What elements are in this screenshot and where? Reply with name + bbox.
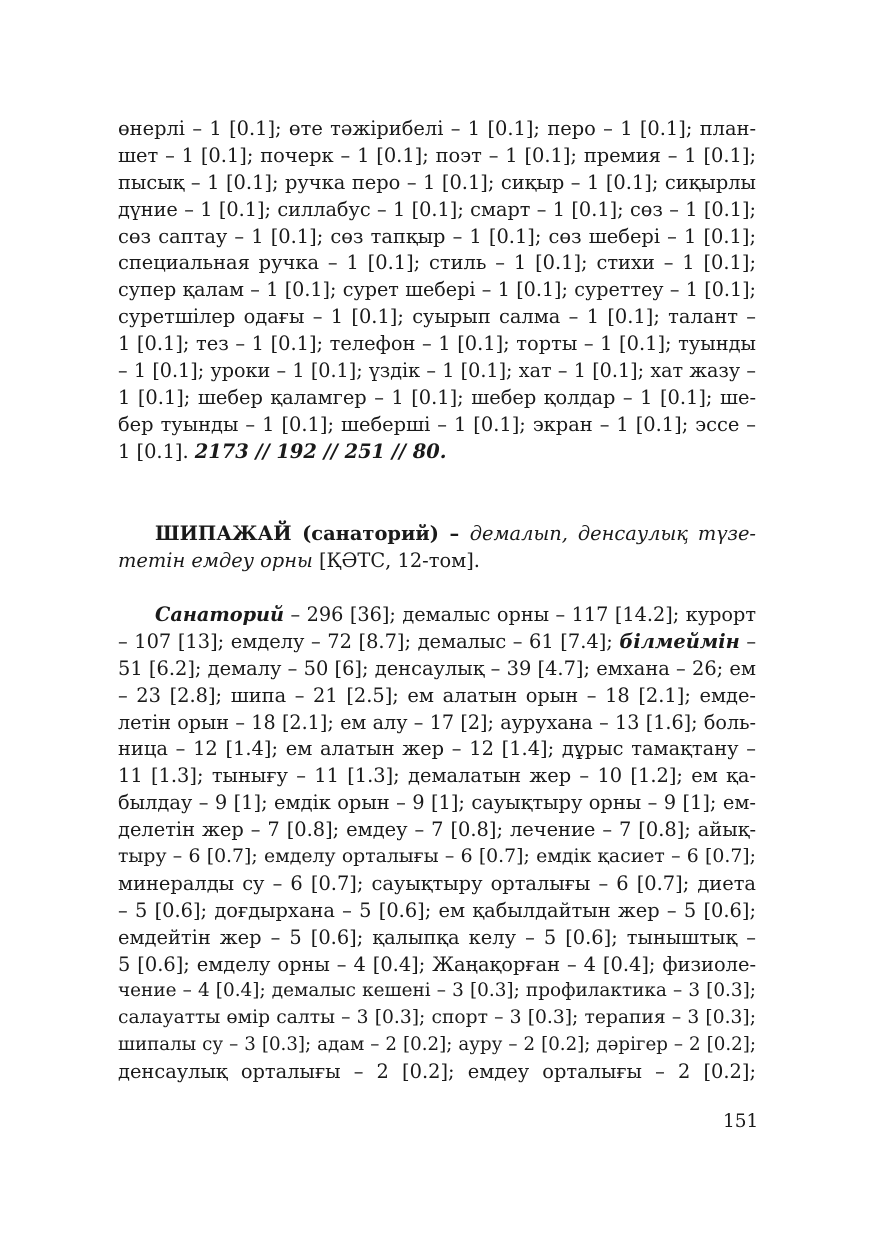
page-number: 151 xyxy=(723,1111,759,1132)
final-text: 1 [0.1]. xyxy=(118,439,195,463)
entry-source: [ҚӘТС, 12-том]. xyxy=(312,548,480,572)
entry-definition-cont: тетін емдеу орны xyxy=(118,548,313,572)
response-statistics: 2173 // 192 // 251 // 80. xyxy=(194,439,447,463)
text-line: – 23 [2.8]; шипа – 21 [2.5]; ем алатын орын – 18 [2.1]; емде- xyxy=(118,683,756,707)
text-line: тыру – 6 [0.7]; емделу орталығы – 6 [0.7]; емдік қасиет – 6 [0.7]; xyxy=(118,846,756,868)
text-line: ница – 12 [1.4]; ем алатын жер – 12 [1.4]; дұрыс тамақтану – xyxy=(118,737,756,761)
text-line: супер қалам – 1 [0.1]; сурет шебері – 1 [0.1]; суреттеу – 1 [0.1]; xyxy=(118,278,756,302)
text-line: шипалы су – 3 [0.3]; адам – 2 [0.2]; ауру – 2 [0.2]; дәрігер – 2 [0.2]; xyxy=(118,1034,756,1056)
word-list-continuation xyxy=(118,116,756,466)
text-segment: – xyxy=(739,629,757,653)
text-segment: – 107 [13]; емделу – 72 [8.7]; демалыс – 61 [7.4]; xyxy=(118,629,620,653)
text-line: дүние – 1 [0.1]; силлабус – 1 [0.1]; смарт – 1 [0.1]; сөз – 1 [0.1]; xyxy=(118,197,756,221)
text-line: суретшілер одағы – 1 [0.1]; суырып салма – 1 [0.1]; талант – xyxy=(118,305,756,329)
text-line: 11 [1.3]; тынығу – 11 [1.3]; демалатын жер – 10 [1.2]; ем қа- xyxy=(118,764,756,788)
entry-definition: демалып, денсаулық түзе- xyxy=(469,522,756,545)
text-line: – 5 [0.6]; доғдырхана – 5 [0.6]; ем қабылдайтын жер – 5 [0.6]; xyxy=(118,898,756,922)
text-line: пысық – 1 [0.1]; ручка перо – 1 [0.1]; сиқыр – 1 [0.1]; сиқырлы xyxy=(118,170,756,194)
text-line xyxy=(118,602,756,629)
dictionary-entry xyxy=(118,521,756,575)
text-segment: – 296 [36]; демалыс орны – 117 [14.2]; курорт xyxy=(284,603,756,626)
entry-line-1 xyxy=(118,521,756,548)
text-line: емдейтін жер – 5 [0.6]; қалыпқа келу – 5 [0.6]; тыныштық – xyxy=(118,925,756,949)
text-line: 51 [6.2]; демалу – 50 [6]; денсаулық – 39 [4.7]; емхана – 26; ем xyxy=(118,656,756,680)
text-line: летін орын – 18 [2.1]; ем алу – 17 [2]; аурухана – 13 [1.6]; боль- xyxy=(118,710,756,734)
stimulus-word: Санаторий xyxy=(155,603,285,626)
text-line: делетін жер – 7 [0.8]; емдеу – 7 [0.8]; лечение – 7 [0.8]; айық- xyxy=(118,818,756,842)
text-line: 1 [0.1]; шебер қаламгер – 1 [0.1]; шебер қолдар – 1 [0.1]; ше- xyxy=(118,385,756,409)
text-line xyxy=(118,629,756,656)
highlighted-response: білмеймін xyxy=(619,629,740,653)
text-line: былдау – 9 [1]; емдік орын – 9 [1]; сауықтыру орны – 9 [1]; ем- xyxy=(118,791,756,815)
text-line: денсаулық орталығы – 2 [0.2]; емдеу орталығы – 2 [0.2]; xyxy=(118,1060,756,1084)
text-line: өнерлі – 1 [0.1]; өте тәжірибелі – 1 [0.1]; перо – 1 [0.1]; план- xyxy=(118,117,756,140)
text-line: шет – 1 [0.1]; почерк – 1 [0.1]; поэт – 1 [0.1]; премия – 1 [0.1]; xyxy=(118,143,756,167)
text-line: чение – 4 [0.4]; демалыс кешені – 3 [0.3]; профилактика – 3 [0.3]; xyxy=(118,980,756,1002)
association-list xyxy=(118,602,756,1086)
text-line: сөз саптау – 1 [0.1]; сөз тапқыр – 1 [0.1]; сөз шебері – 1 [0.1]; xyxy=(118,224,756,248)
text-line: – 1 [0.1]; уроки – 1 [0.1]; үздік – 1 [0.1]; хат – 1 [0.1]; хат жазу – xyxy=(118,359,756,383)
text-line: 5 [0.6]; емделу орны – 4 [0.4]; Жаңақорған – 4 [0.4]; физиоле- xyxy=(118,952,756,976)
text-line: бер туынды – 1 [0.1]; шеберші – 1 [0.1]; экран – 1 [0.1]; эссе – xyxy=(118,412,756,436)
entry-line-2 xyxy=(118,548,756,575)
text-line: салауатты өмір салты – 3 [0.3]; спорт – 3 [0.3]; терапия – 3 [0.3]; xyxy=(118,1007,756,1029)
text-line: 1 [0.1]; тез – 1 [0.1]; телефон – 1 [0.1]; торты – 1 [0.1]; туынды xyxy=(118,332,756,356)
text-line-final xyxy=(118,439,756,466)
text-line: минералды су – 6 [0.7]; сауықтыру орталығы – 6 [0.7]; диета xyxy=(118,871,756,895)
text-line: специальная ручка – 1 [0.1]; стиль – 1 [0.1]; стихи – 1 [0.1]; xyxy=(118,251,756,275)
entry-dash: – xyxy=(438,522,470,545)
entry-headword: ШИПАЖАЙ (санаторий) xyxy=(155,522,439,545)
